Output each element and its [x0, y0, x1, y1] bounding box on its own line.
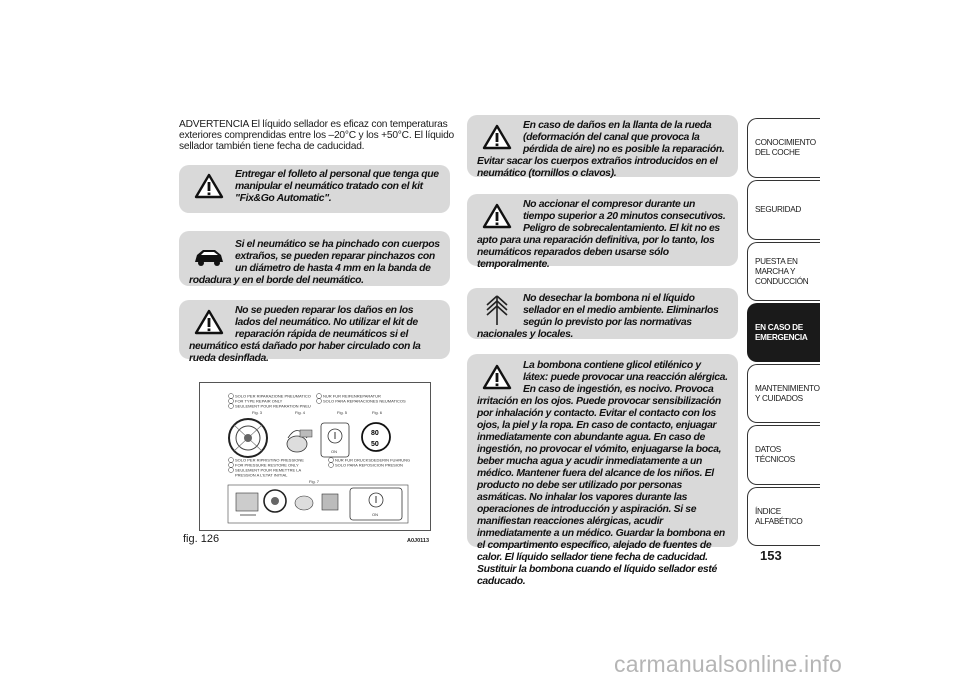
tab-label: ÍNDICE ALFABÉTICO — [755, 506, 803, 526]
note-box-allergy — [467, 354, 738, 587]
note-box-sidewall-damage — [179, 300, 450, 364]
label-block-4 — [329, 458, 411, 468]
tab-label: CONOCIMIENTO DEL COCHE — [755, 138, 816, 157]
label-line: SOLO PARA REPARACIONES NEUMATICOS — [323, 398, 406, 404]
note-text: No se pueden reparar los daños en los lados del neumático. No utilizar el kit de reparación rápida de neumáticos si el neumático está dañado por haber circulado con la rueda desinflada. — [189, 305, 421, 364]
label-line: SOLO PARA REPOSICION PRESION — [335, 462, 403, 468]
bottom-steps-illustration — [228, 485, 408, 523]
label-line: SEULEMENT POUR REPARATION PNEU — [235, 403, 311, 409]
note-box-kit-leaflet — [179, 165, 450, 213]
warning-triangle-icon — [477, 360, 517, 394]
fig-label: Fig. 6 — [372, 410, 383, 415]
note-box-disposal — [467, 288, 738, 339]
label-line: PRESSION A L'ETAT INITIAL — [235, 472, 288, 478]
label-line: SOLO PER RIPRISTINO PRESSIONE — [235, 457, 304, 463]
warning-triangle-icon — [477, 120, 517, 154]
tab-puesta-en-marcha[interactable] — [747, 242, 820, 301]
speed-limit-illustration — [362, 423, 390, 451]
label-block-1 — [229, 394, 311, 409]
warning-triangle-icon — [477, 199, 517, 233]
tab-label: DATOS TÉCNICOS — [755, 445, 795, 464]
tab-label: EN CASO DE EMERGENCIA — [755, 322, 808, 342]
intro-warning-text: ADVERTENCIA El líquido sellador es eficaz con temperaturas exteriores comprendidas entre los –20°C y los +50°C. El líquido sellador también tiene fecha de caducidad. — [179, 119, 455, 152]
tab-mantenimiento[interactable] — [747, 364, 820, 423]
tab-label: PUESTA EN MARCHA Y CONDUCCIÓN — [755, 256, 809, 286]
note-text: Entregar el folleto al personal que tenga que manipular el neumático tratado con el kit "Fix&Go Automatic". — [235, 169, 439, 204]
note-text: Si el neumático se ha pinchado con cuerpos extraños, se pueden reparar pinchazos con un diámetro de hasta 4 mm en la banda de rodadura y en el borde del neumático. — [189, 239, 440, 286]
fig-label: Fig. 4 — [295, 410, 306, 415]
label-line: FOR TYPE REPAIR ONLY — [235, 398, 283, 404]
note-text: En caso de daños en la llanta de la rueda (deformación del canal que provoca la pérdida de aire) no es posible la reparación. Evitar sacar los cuerpos extraños introducidos en el neumático (tornillos o clavos). — [477, 120, 725, 179]
fig-label: Fig. 3 — [252, 410, 263, 415]
car-icon — [189, 239, 229, 273]
label-block-3 — [229, 458, 305, 478]
compressor-illustration — [287, 430, 312, 452]
wheel-illustration — [229, 419, 267, 457]
label-line: FOR PRESSURE RESTORE ONLY — [235, 462, 299, 468]
warning-triangle-icon — [189, 305, 229, 339]
on-label: ON — [372, 512, 378, 517]
label-line: NUR FUR REIFENREPARATUR — [323, 393, 381, 399]
label-line: SOLO PER RIPARAZIONE PNEUMATICO — [235, 393, 311, 399]
note-box-compressor-time — [467, 194, 738, 270]
note-text: No accionar el compresor durante un tiempo superior a 20 minutos consecutivos. Peligro de sobrecalentamiento. El kit no es apto para una reparación definitiva, por lo tanto, los neumáticos reparados deben usarse sólo temporalmente. — [477, 199, 726, 270]
tab-seguridad[interactable] — [747, 180, 820, 240]
watermark: carmanualsonline.info — [614, 651, 842, 677]
tab-label: SEGURIDAD — [755, 205, 801, 214]
speed-bottom: 50 — [371, 441, 379, 448]
note-text: La bombona contiene glicol etilénico y látex: puede provocar una reacción alérgica. En caso de ingestión, es nocivo. Provoca irritación en los ojos. Puede provocar sensibilización por inhalación y contacto. Evitar el contacto con los ojos, la piel y la ropa. En caso de contacto, enjuagar inmediatamente con abundante agua. En caso de ingestión, no provocar el vómito, enjuagarse la boca, beber mucha agua y acudir inmediatamente a un médico. Mantener fuera del alcance de los niños. El producto no debe ser utilizado por personas asmáticas. No inhalar los vapores durante las operaciones de introducción y aspiración. Si se manifiestan reacciones alérgicas, acudir inmediatamente a un médico. Guardar la bombona en el compartimento específico, alejado de fuentes de calor. El líquido sellador tiene fecha de caducidad. Sustituir la bombona cuando el líquido sellador esté caducado. — [477, 360, 728, 587]
note-text: No desechar la bombona ni el líquido sellador en el medio ambiente. Eliminarlos según lo previsto por las normativas nacionales y locales. — [477, 293, 719, 340]
tab-label: MANTENIMIENTO Y CUIDADOS — [755, 383, 820, 403]
label-line: NUR FUR DRUCKSDEDERIN FUHRUNG — [335, 457, 411, 463]
tab-conocimiento[interactable] — [747, 118, 820, 178]
figure-code: A0J0113 — [407, 538, 430, 544]
speed-top: 80 — [371, 430, 379, 437]
page-number: 153 — [760, 548, 782, 563]
fig-label: Fig. 5 — [337, 410, 348, 415]
figure-caption: fig. 126 — [183, 533, 220, 545]
tab-emergencia[interactable] — [747, 303, 820, 362]
label-block-2 — [317, 394, 407, 404]
fig-label: Fig. 7 — [309, 479, 320, 484]
label-line: SEULEMENT POUR REMETTRE LA — [235, 467, 302, 473]
warning-triangle-icon — [189, 169, 229, 203]
note-box-puncture-size — [179, 231, 450, 286]
tab-indice[interactable] — [747, 487, 820, 546]
power-switch-illustration — [321, 423, 349, 457]
on-label: ON — [331, 449, 337, 454]
note-box-rim-damage — [467, 115, 738, 177]
tab-datos-tecnicos[interactable] — [747, 425, 820, 485]
recycle-tree-icon — [477, 293, 517, 327]
figure-sticker-illustration — [199, 382, 431, 531]
